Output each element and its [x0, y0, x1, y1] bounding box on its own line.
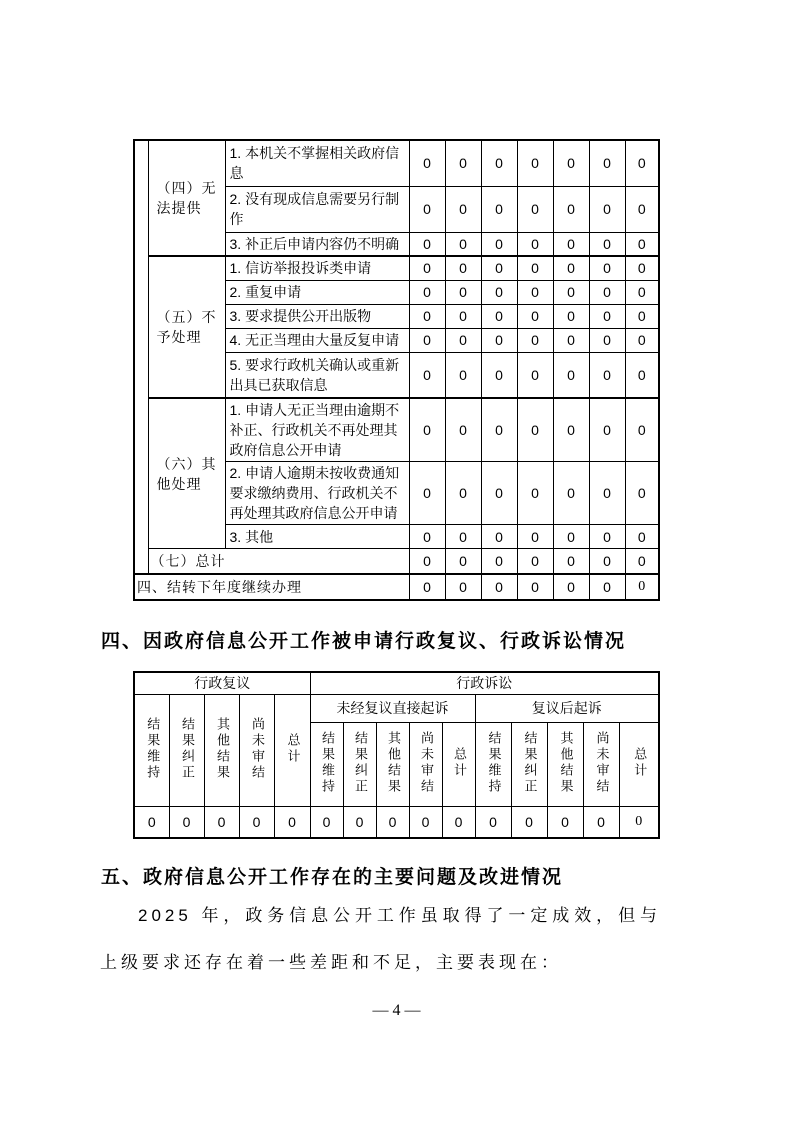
value-cell: 0: [517, 352, 553, 398]
page-number: — 4 —: [372, 1002, 421, 1019]
value-cell: 0: [625, 398, 659, 462]
value-cell: 0: [619, 806, 659, 838]
column-header-cell: [134, 694, 169, 806]
value-cell: 0: [589, 186, 625, 232]
column-header-text: 结果维持: [486, 730, 502, 795]
value-cell: 0: [409, 186, 445, 232]
value-cell: 0: [409, 352, 445, 398]
value-cell: 0: [625, 328, 659, 352]
value-cell: 0: [625, 352, 659, 398]
post-review-suit-subheader: 复议后起诉: [475, 694, 659, 722]
value-cell: 0: [553, 186, 589, 232]
value-cell: 0: [589, 256, 625, 280]
table-row: [134, 694, 659, 722]
value-cell: 0: [409, 462, 445, 525]
group-cell: （四）无法提供: [148, 140, 225, 256]
table-row: [134, 398, 659, 462]
value-cell: 0: [409, 256, 445, 280]
item-cell: 5. 要求行政机关确认或重新出具已获取信息: [225, 352, 409, 398]
value-cell: 0: [481, 549, 517, 575]
value-cell: 0: [517, 574, 553, 600]
column-header-text: 其他结果: [214, 716, 230, 781]
item-cell: 3. 要求提供公开出版物: [225, 304, 409, 328]
value-cell: 0: [409, 232, 445, 256]
value-cell: 0: [409, 806, 442, 838]
column-header-cell: [547, 722, 583, 806]
value-cell: 0: [409, 574, 445, 600]
column-header-cell: [169, 694, 204, 806]
value-cell: 0: [517, 186, 553, 232]
value-cell: 0: [589, 280, 625, 304]
value-cell: 0: [409, 525, 445, 549]
group-cell: （六）其他处理: [148, 398, 225, 549]
table-row: [134, 574, 659, 600]
value-cell: 0: [517, 304, 553, 328]
value-cell: 0: [583, 806, 619, 838]
value-cell: 0: [445, 304, 481, 328]
value-cell: 0: [625, 462, 659, 525]
value-cell: 0: [517, 256, 553, 280]
value-cell: 0: [553, 328, 589, 352]
value-cell: 0: [445, 328, 481, 352]
value-cell: 0: [625, 549, 659, 575]
table-row: [134, 806, 659, 838]
value-cell: 0: [553, 232, 589, 256]
value-cell: 0: [625, 280, 659, 304]
value-cell: 0: [553, 140, 589, 186]
value-cell: 0: [589, 328, 625, 352]
item-cell: 1. 信访举报投诉类申请: [225, 256, 409, 280]
review-group-header: 行政复议: [134, 672, 310, 694]
value-cell: 0: [589, 462, 625, 525]
column-header-text: 尚未审结: [249, 716, 265, 781]
column-header-cell: [274, 694, 310, 806]
value-cell: 0: [445, 525, 481, 549]
value-cell: 0: [481, 462, 517, 525]
value-cell: 0: [481, 186, 517, 232]
value-cell: 0: [475, 806, 511, 838]
value-cell: 0: [553, 525, 589, 549]
value-cell: 0: [481, 398, 517, 462]
table-row: [134, 672, 659, 694]
table-row: [134, 549, 659, 575]
group-cell: （五）不予处理: [148, 256, 225, 398]
value-cell: 0: [517, 328, 553, 352]
value-cell: 0: [553, 304, 589, 328]
value-cell: 0: [409, 304, 445, 328]
value-cell: 0: [517, 280, 553, 304]
value-cell: 0: [445, 232, 481, 256]
value-cell: 0: [589, 574, 625, 600]
value-cell: 0: [445, 549, 481, 575]
value-cell: 0: [553, 574, 589, 600]
value-cell: 0: [517, 232, 553, 256]
value-cell: 0: [310, 806, 343, 838]
review-litigation-table: [133, 671, 660, 839]
column-header-cell: [475, 722, 511, 806]
column-header-text: 尚未审结: [594, 730, 610, 795]
value-cell: 0: [343, 806, 376, 838]
column-header-text: 总计: [632, 746, 648, 779]
value-cell: 0: [481, 140, 517, 186]
value-cell: 0: [169, 806, 204, 838]
column-header-text: 结果纠正: [179, 716, 195, 781]
value-cell: 0: [274, 806, 310, 838]
value-cell: 0: [442, 806, 475, 838]
column-header-text: 其他结果: [558, 730, 574, 795]
value-cell: 0: [589, 549, 625, 575]
item-cell: 1. 本机关不掌握相关政府信息: [225, 140, 409, 186]
value-cell: 0: [239, 806, 274, 838]
value-cell: 0: [625, 232, 659, 256]
value-cell: 0: [481, 525, 517, 549]
column-header-cell: [511, 722, 547, 806]
value-cell: 0: [589, 398, 625, 462]
value-cell: 0: [481, 280, 517, 304]
value-cell: 0: [445, 352, 481, 398]
value-cell: 0: [517, 549, 553, 575]
column-header-text: 尚未审结: [418, 730, 434, 795]
value-cell: 0: [481, 574, 517, 600]
column-header-text: 总计: [451, 746, 467, 779]
value-cell: 0: [481, 304, 517, 328]
value-cell: 0: [553, 398, 589, 462]
column-header-cell: [310, 722, 343, 806]
item-cell: 4. 无正当理由大量反复申请: [225, 328, 409, 352]
item-cell: 2. 没有现成信息需要另行制作: [225, 186, 409, 232]
column-header-text: 结果维持: [145, 716, 161, 781]
value-cell: 0: [517, 462, 553, 525]
value-cell: 0: [481, 256, 517, 280]
value-cell: 0: [409, 140, 445, 186]
value-cell: 0: [589, 525, 625, 549]
table-row: [134, 140, 659, 186]
value-cell: 0: [625, 256, 659, 280]
column-header-cell: [583, 722, 619, 806]
item-cell: 3. 补正后申请内容仍不明确: [225, 232, 409, 256]
value-cell: 0: [409, 549, 445, 575]
section-5-heading: 五、政府信息公开工作存在的主要问题及改进情况: [101, 867, 564, 888]
total-label-cell: （七）总计: [148, 549, 409, 575]
value-cell: 0: [481, 232, 517, 256]
column-header-cell: [204, 694, 239, 806]
column-header-cell: [409, 722, 442, 806]
value-cell: 0: [409, 398, 445, 462]
value-cell: 0: [445, 256, 481, 280]
value-cell: 0: [517, 525, 553, 549]
value-cell: 0: [481, 328, 517, 352]
value-cell: 0: [517, 140, 553, 186]
value-cell: 0: [553, 549, 589, 575]
continuation-cell: [134, 140, 148, 574]
value-cell: 0: [445, 574, 481, 600]
column-header-cell: [239, 694, 274, 806]
value-cell: 0: [547, 806, 583, 838]
value-cell: 0: [445, 186, 481, 232]
direct-suit-subheader: 未经复议直接起诉: [310, 694, 475, 722]
column-header-cell: [619, 722, 659, 806]
column-header-text: 结果维持: [319, 730, 335, 795]
value-cell: 0: [376, 806, 409, 838]
value-cell: 0: [445, 462, 481, 525]
value-cell: 0: [625, 574, 659, 600]
item-cell: 3. 其他: [225, 525, 409, 549]
column-header-text: 总计: [285, 732, 301, 765]
value-cell: 0: [553, 256, 589, 280]
value-cell: 0: [481, 352, 517, 398]
value-cell: 0: [553, 352, 589, 398]
column-header-cell: [442, 722, 475, 806]
value-cell: 0: [625, 140, 659, 186]
column-header-text: 其他结果: [385, 730, 401, 795]
value-cell: 0: [445, 398, 481, 462]
carryover-label-cell: 四、结转下年度继续办理: [134, 574, 409, 600]
column-header-text: 结果纠正: [352, 730, 368, 795]
value-cell: 0: [204, 806, 239, 838]
value-cell: 0: [625, 186, 659, 232]
body-paragraph: 2025 年，政务信息公开工作虽取得了一定成效，但与上级要求还存在着一些差距和不足，主要表现在：: [100, 906, 661, 972]
column-header-cell: [376, 722, 409, 806]
value-cell: 0: [553, 462, 589, 525]
value-cell: 0: [553, 280, 589, 304]
value-cell: 0: [589, 304, 625, 328]
item-cell: 2. 申请人逾期未按收费通知要求缴纳费用、行政机关不再处理其政府信息公开申请: [225, 462, 409, 525]
value-cell: 0: [517, 398, 553, 462]
value-cell: 0: [134, 806, 169, 838]
value-cell: 0: [409, 328, 445, 352]
value-cell: 0: [409, 280, 445, 304]
value-cell: 0: [625, 304, 659, 328]
value-cell: 0: [445, 140, 481, 186]
column-header-cell: [343, 722, 376, 806]
value-cell: 0: [511, 806, 547, 838]
value-cell: 0: [589, 232, 625, 256]
value-cell: 0: [445, 280, 481, 304]
value-cell: 0: [625, 525, 659, 549]
value-cell: 0: [589, 352, 625, 398]
item-cell: 2. 重复申请: [225, 280, 409, 304]
item-cell: 1. 申请人无正当理由逾期不补正、行政机关不再处理其政府信息公开申请: [225, 398, 409, 462]
application-results-table: [133, 139, 660, 601]
value-cell: 0: [589, 140, 625, 186]
column-header-text: 结果纠正: [522, 730, 538, 795]
section-4-heading: 四、因政府信息公开工作被申请行政复议、行政诉讼情况: [101, 631, 627, 652]
table-row: [134, 256, 659, 280]
litigation-group-header: 行政诉讼: [310, 672, 659, 694]
